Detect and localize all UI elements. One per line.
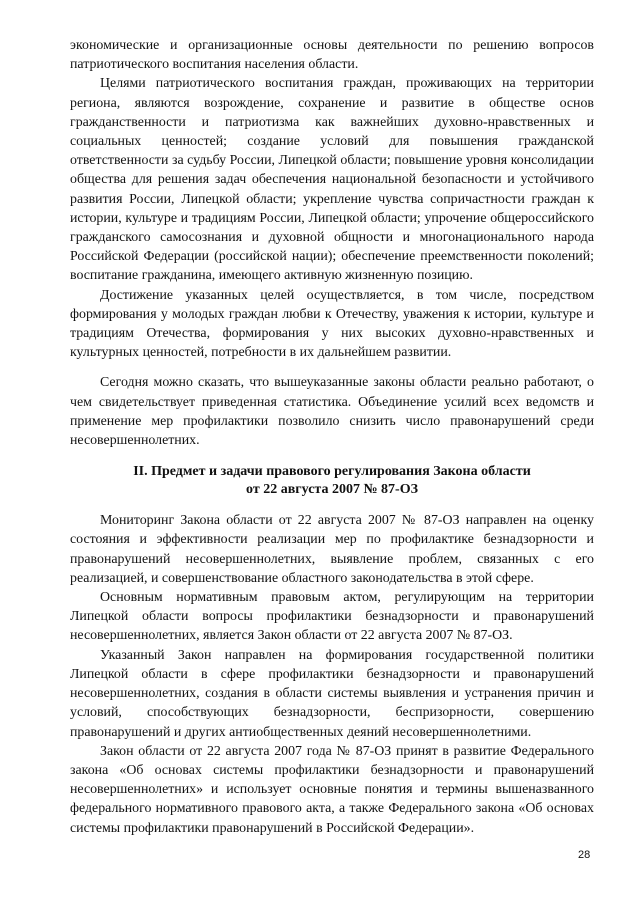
- paragraph-main-act: Основным нормативным правовым актом, регулирующим на территории Липецкой области вопросы профилактики безнадзорности и правонарушений несовершеннолетних, является Закон области от 22 августа 2007 № 87-ОЗ.: [70, 590, 594, 644]
- page-number: 28: [578, 849, 591, 861]
- section-heading: [70, 463, 594, 499]
- paragraph-federal-law: Закон области от 22 августа 2007 года № 87-ОЗ принят в развитие Федерального закона «Об основах системы профилактики безнадзорности и правонарушений несовершеннолетних» и использует основные понятия и термины вышеназванного федерального нормативного правового акта, а также Федерального закона «Об основах системы профилактики правонарушений в Российской Федерации».: [70, 743, 594, 836]
- paragraph-law-purpose: Указанный Закон направлен на формирования государственной политики Липецкой области в сфере профилактики безнадзорности и правонарушений несовершеннолетних, создания в области системы выявления и устранения причин и условий, способствующих безнадзорности, беспризорности, совершению правонарушений и других антиобщественных деяний несовершеннолетними.: [70, 647, 594, 740]
- paragraph-achievement: Достижение указанных целей осуществляется, в том числе, посредством формирования у молодых граждан любви к Отечеству, уважения к истории, культуре и традициям Отечества, формирования у них высоких духовно-нравственных и культурных ценностей, потребности в их дальнейшем развитии.: [70, 287, 594, 361]
- section-heading-line-1: II. Предмет и задачи правового регулирования Закона области: [133, 464, 531, 480]
- section-heading-line-2: от 22 августа 2007 № 87-ОЗ: [246, 482, 418, 498]
- paragraph-monitoring: Мониторинг Закона области от 22 августа 2007 № 87-ОЗ направлен на оценку состояния и эффективности реализации мер по профилактике безнадзорности и правонарушений несовершеннолетних, выявление проблем, связанных с его реализацией, и совершенствование областного законодательства в этой сфере.: [70, 513, 594, 586]
- paragraph-continuation: экономические и организационные основы деятельности по решению вопросов патриотического воспитания населения области.: [70, 38, 594, 73]
- paragraph-today: Сегодня можно сказать, что вышеуказанные законы области реально работают, о чем свидетельствует приведенная статистика. Объединение усилий всех ведомств и применение мер профилактики позволило снизить число правонарушений среди несовершеннолетних.: [70, 375, 594, 449]
- paragraph-goals: Целями патриотического воспитания граждан, проживающих на территории региона, являются возрождение, сохранение и развитие в обществе основ гражданственности и патриотизма как важнейших духовно-нравственных и социальных ценностей; создание условий для повышения гражданской ответственности за судьбу России, Липецкой области; повышение уровня консолидации общества для решения задач обеспечения национальной безопасности и устойчивого развития России, Липецкой области; укрепление чувства сопричастности граждан к истории, культуре и традициям России, Липецкой области; упрочение общероссийского гражданского самосознания и духовной общности и многонационального народа Российской Федерации (российской нации); обеспечение преемственности поколений; воспитание гражданина, имеющего активную жизненную позицию.: [70, 76, 594, 284]
- document-page: [70, 36, 594, 838]
